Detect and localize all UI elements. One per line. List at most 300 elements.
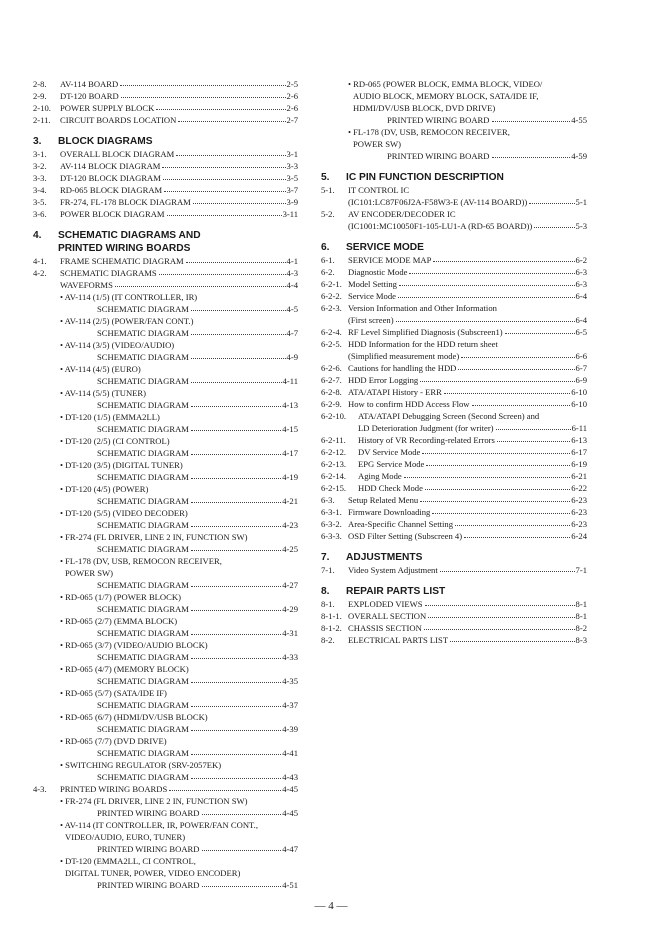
entry-number: 6-2. [321, 267, 335, 277]
page-ref: 6-11 [571, 423, 587, 433]
entry-number: 6-2-13. [321, 459, 347, 469]
entry-title: SCHEMATIC DIAGRAM [97, 472, 189, 482]
dot-leader [398, 290, 575, 298]
entry-number: 5-2. [321, 209, 335, 219]
dot-leader [193, 196, 286, 204]
dot-leader [472, 398, 571, 406]
page-ref: 4-41 [282, 748, 298, 758]
dot-leader [120, 78, 285, 86]
toc-entry [33, 303, 298, 315]
dot-leader [156, 102, 285, 110]
toc-entry [33, 807, 298, 819]
section-title: IC PIN FUNCTION DESCRIPTION [346, 172, 504, 183]
entry-title: (First screen) [348, 315, 394, 325]
entry-title: DIGITAL TUNER, POWER, VIDEO ENCODER) [65, 868, 241, 878]
toc-entry [321, 278, 587, 290]
page-ref: 3-9 [286, 197, 298, 207]
toc-entry [321, 622, 587, 634]
page-ref: 6-13 [571, 435, 587, 445]
section-title: SCHEMATIC DIAGRAMS AND [58, 230, 201, 241]
entry-title: (IC1001:MC10050F1-105-LU1-A (RD-65 BOARD)) [348, 221, 533, 231]
toc-entry [33, 172, 298, 184]
entry-title: PRINTED WIRING BOARD [97, 880, 200, 890]
section-spacer [321, 232, 587, 241]
toc-entry [321, 482, 587, 494]
entry-title: HDD Information for the HDD return sheet [348, 339, 498, 349]
dot-leader [191, 747, 281, 755]
entry-title: SCHEMATIC DIAGRAM [97, 628, 189, 638]
entry-number: 6-1. [321, 255, 335, 265]
toc-entry [33, 363, 298, 375]
toc-entry [321, 150, 587, 162]
toc-entry [321, 634, 587, 646]
entry-title: Area-Specific Channel Setting [348, 519, 454, 529]
page-ref: 4-13 [282, 400, 298, 410]
section-spacer [321, 162, 587, 171]
page-ref: 4-3 [286, 268, 298, 278]
toc-entry [33, 843, 298, 855]
entry-title: • AV-114 (5/5) (TUNER) [60, 388, 146, 398]
toc-entry [321, 208, 587, 220]
page-ref: 4-31 [282, 628, 298, 638]
section-heading [321, 241, 587, 254]
toc-entry [33, 519, 298, 531]
page-ref: 4-17 [282, 448, 298, 458]
dot-leader [178, 114, 285, 122]
toc-entry [33, 867, 298, 879]
entry-title: HDD Error Logging [348, 375, 419, 385]
page-ref: 4-11 [282, 376, 298, 386]
entry-title: WAVEFORMS [60, 280, 113, 290]
entry-title: • FR-274 (FL DRIVER, LINE 2 IN, FUNCTION SW) [60, 532, 248, 542]
toc-entry [321, 458, 587, 470]
entry-title: Version Information and Other Information [348, 303, 497, 313]
dot-leader [505, 326, 575, 334]
page-ref: 4-51 [282, 880, 298, 890]
toc-entry [33, 795, 298, 807]
page-ref: 8-1 [575, 611, 587, 621]
toc-entry [33, 459, 298, 471]
page-ref: 2-7 [286, 115, 298, 125]
toc-entry [321, 90, 587, 102]
section-heading [321, 585, 587, 598]
dot-leader [450, 634, 574, 642]
toc-entry [33, 591, 298, 603]
entry-title: SCHEMATIC DIAGRAM [97, 424, 189, 434]
entry-number: 3-1. [33, 149, 47, 159]
entry-title: • SWITCHING REGULATOR (SRV-2057EK) [60, 760, 222, 770]
toc-entry [321, 220, 587, 232]
page-ref: 4-7 [286, 328, 298, 338]
dot-leader [458, 362, 574, 370]
toc-entry [33, 639, 298, 651]
dot-leader [426, 458, 570, 466]
entry-title: Firmware Downloading [348, 507, 431, 517]
entry-title: OSD Filter Setting (Subscreen 4) [348, 531, 463, 541]
toc-entry [321, 290, 587, 302]
entry-title: SCHEMATIC DIAGRAM [97, 700, 189, 710]
dot-leader [202, 807, 282, 815]
toc-entry [321, 434, 587, 446]
toc-entry [321, 102, 587, 114]
page-ref: 5-1 [575, 197, 587, 207]
entry-title: Setup Related Menu [348, 495, 419, 505]
toc-entry [321, 126, 587, 138]
dot-leader [191, 327, 286, 335]
section-number [33, 242, 58, 255]
dot-leader [425, 598, 575, 606]
entry-title: EPG Service Mode [358, 459, 425, 469]
page-ref: 4-4 [286, 280, 298, 290]
entry-number: 3-6. [33, 209, 47, 219]
dot-leader [191, 627, 281, 635]
section-title: REPAIR PARTS LIST [346, 586, 446, 597]
entry-title: SCHEMATIC DIAGRAM [97, 652, 189, 662]
entry-number: 3-4. [33, 185, 47, 195]
page-ref: 4-45 [282, 784, 298, 794]
toc-entry [321, 610, 587, 622]
section-number: 8. [321, 586, 330, 597]
page-ref: 6-23 [571, 507, 587, 517]
dot-leader [191, 543, 281, 551]
entry-title: • RD-065 (6/7) (HDMI/DV/USB BLOCK) [60, 712, 208, 722]
toc-entry [33, 267, 298, 279]
toc-entry [33, 615, 298, 627]
entry-title: SCHEMATIC DIAGRAM [97, 676, 189, 686]
entry-title: • RD-065 (2/7) (EMMA BLOCK) [60, 616, 178, 626]
entry-title: (Simplified measurement mode) [348, 351, 460, 361]
entry-title: • AV-114 (4/5) (EURO) [60, 364, 141, 374]
toc-entry [321, 506, 587, 518]
entry-title: SCHEMATIC DIAGRAM [97, 376, 189, 386]
dot-leader [176, 148, 285, 156]
toc-entry [321, 350, 587, 362]
entry-title: IT CONTROL IC [348, 185, 410, 195]
page-ref: 3-5 [286, 173, 298, 183]
entry-title: • DT-120 (EMMA2LL, CI CONTROL, [60, 856, 196, 866]
toc-entry [33, 148, 298, 160]
toc-entry [321, 302, 587, 314]
page-ref: 6-23 [571, 519, 587, 529]
entry-title: Service Mode [348, 291, 396, 301]
entry-title: • DT-120 (5/5) (VIDEO DECODER) [60, 508, 188, 518]
dot-leader [191, 351, 286, 359]
toc-entry [33, 747, 298, 759]
toc-entry [33, 375, 298, 387]
dot-leader [163, 172, 286, 180]
dot-leader [202, 843, 282, 851]
section-heading [321, 171, 587, 184]
toc-entry [33, 208, 298, 220]
toc-entry [33, 423, 298, 435]
toc-entry [33, 651, 298, 663]
page-ref: 4-19 [282, 472, 298, 482]
entry-title: SCHEMATIC DIAGRAMS [60, 268, 157, 278]
entry-number: 6-2-7. [321, 375, 342, 385]
dot-leader [191, 375, 282, 383]
dot-leader [115, 279, 286, 287]
page-ref: 4-37 [282, 700, 298, 710]
dot-leader [534, 220, 574, 228]
toc-entry [33, 759, 298, 771]
page-ref: 6-17 [571, 447, 587, 457]
dot-leader [191, 423, 281, 431]
entry-number: 6-2-12. [321, 447, 347, 457]
page-ref: 6-10 [571, 387, 587, 397]
toc-entry [33, 831, 298, 843]
dot-leader [433, 254, 574, 262]
entry-title: SCHEMATIC DIAGRAM [97, 604, 189, 614]
dot-leader [191, 303, 286, 311]
page-ref: 2-5 [286, 79, 298, 89]
dot-leader [191, 579, 281, 587]
dot-leader [440, 564, 575, 572]
entry-title: • RD-065 (3/7) (VIDEO/AUDIO BLOCK) [60, 640, 208, 650]
page-ref: 4-35 [282, 676, 298, 686]
entry-number: 6-2-9. [321, 399, 342, 409]
toc-entry [33, 555, 298, 567]
section-heading [321, 551, 587, 564]
entry-title: • FL-178 (DV, USB, REMOCON RECEIVER, [348, 127, 510, 137]
dot-leader [191, 471, 281, 479]
entry-title: Diagnostic Mode [348, 267, 408, 277]
toc-entry [33, 723, 298, 735]
dot-leader [428, 610, 574, 618]
dot-leader [191, 723, 281, 731]
entry-number: 7-1. [321, 565, 335, 575]
entry-number: 3-3. [33, 173, 47, 183]
toc-entry [321, 266, 587, 278]
page-ref: 6-23 [571, 495, 587, 505]
toc-entry [321, 494, 587, 506]
toc-entry [33, 184, 298, 196]
entry-title: SCHEMATIC DIAGRAM [97, 496, 189, 506]
toc-entry [33, 291, 298, 303]
toc-entry [321, 564, 587, 576]
entry-number: 6-3. [321, 495, 335, 505]
page-number: — 4 — [314, 900, 348, 912]
toc-entry [321, 326, 587, 338]
entry-number: 8-1. [321, 599, 335, 609]
dot-leader [191, 651, 281, 659]
page-ref: 4-55 [571, 115, 587, 125]
entry-title: POWER BLOCK DIAGRAM [60, 209, 165, 219]
entry-number: 6-2-5. [321, 339, 342, 349]
toc-entry [321, 338, 587, 350]
entry-title: Aging Mode [358, 471, 402, 481]
entry-number: 2-11. [33, 115, 51, 125]
dot-leader [461, 350, 574, 358]
entry-number: 4-3. [33, 784, 47, 794]
section-heading [33, 135, 298, 148]
entry-title: PRINTED WIRING BOARD [97, 844, 200, 854]
toc-entry [33, 435, 298, 447]
page-ref: 5-3 [575, 221, 587, 231]
toc-entry [33, 579, 298, 591]
entry-title: ELECTRICAL PARTS LIST [348, 635, 449, 645]
dot-leader [464, 530, 570, 538]
entry-title: LD Deterioration Judgment (for writer) [358, 423, 494, 433]
toc-entry [33, 783, 298, 795]
dot-leader [164, 184, 285, 192]
dot-leader [424, 622, 575, 630]
toc-entry [321, 470, 587, 482]
dot-leader [191, 675, 281, 683]
toc-entry [33, 483, 298, 495]
entry-title: SCHEMATIC DIAGRAM [97, 448, 189, 458]
entry-title: • AV-114 (1/5) (IT CONTROLLER, IR) [60, 292, 198, 302]
page-ref: 8-2 [575, 623, 587, 633]
entry-title: • DT-120 (4/5) (POWER) [60, 484, 149, 494]
toc-entry [33, 771, 298, 783]
entry-number: 6-2-4. [321, 327, 342, 337]
entry-title: Model Setting [348, 279, 397, 289]
toc-entry [33, 78, 298, 90]
toc-column-left [33, 78, 298, 891]
dot-leader [169, 783, 281, 791]
entry-title: HDD Check Mode [358, 483, 423, 493]
entry-number: 6-2-11. [321, 435, 346, 445]
toc-entry [321, 422, 587, 434]
page-ref: 2-6 [286, 91, 298, 101]
entry-title: DT-120 BOARD [60, 91, 119, 101]
dot-leader [420, 494, 570, 502]
toc-entry [321, 78, 587, 90]
toc-entry [33, 387, 298, 399]
toc-entry [33, 471, 298, 483]
entry-title: SCHEMATIC DIAGRAM [97, 352, 189, 362]
toc-entry [33, 339, 298, 351]
entry-title: • FR-274 (FL DRIVER, LINE 2 IN, FUNCTION SW) [60, 796, 248, 806]
page-ref: 6-7 [575, 363, 587, 373]
toc-entry [321, 398, 587, 410]
entry-title: SCHEMATIC DIAGRAM [97, 580, 189, 590]
entry-title: • RD-065 (1/7) (POWER BLOCK) [60, 592, 181, 602]
page-ref: 3-3 [286, 161, 298, 171]
page-ref: 8-1 [575, 599, 587, 609]
page-ref: 6-19 [571, 459, 587, 469]
page-ref: 4-39 [282, 724, 298, 734]
toc-entry [33, 567, 298, 579]
entry-title: SCHEMATIC DIAGRAM [97, 772, 189, 782]
dot-leader [202, 879, 282, 887]
page-ref: 6-6 [575, 351, 587, 361]
section-spacer [33, 126, 298, 135]
page-ref: 6-4 [575, 291, 587, 301]
entry-number: 2-9. [33, 91, 47, 101]
section-heading [33, 242, 298, 255]
toc-entry [33, 399, 298, 411]
toc-entry [321, 530, 587, 542]
toc-entry [33, 102, 298, 114]
section-number: 4. [33, 230, 42, 241]
entry-title: SCHEMATIC DIAGRAM [97, 400, 189, 410]
dot-leader [191, 399, 281, 407]
toc-entry [33, 327, 298, 339]
page-ref: 4-9 [286, 352, 298, 362]
page-ref: 6-3 [575, 267, 587, 277]
toc-column-right [321, 78, 587, 646]
entry-title: CHASSIS SECTION [348, 623, 422, 633]
toc-entry [33, 255, 298, 267]
entry-title: SCHEMATIC DIAGRAM [97, 520, 189, 530]
dot-leader [191, 699, 281, 707]
toc-entry [321, 362, 587, 374]
toc-entry [33, 735, 298, 747]
toc-entry [33, 90, 298, 102]
dot-leader [186, 255, 286, 263]
entry-number: 8-1-1. [321, 611, 342, 621]
entry-title: • DT-120 (1/5) (EMMA2LL) [60, 412, 160, 422]
entry-title: POWER SW) [65, 568, 113, 578]
entry-number: 8-2. [321, 635, 335, 645]
page-ref: 4-23 [282, 520, 298, 530]
section-number: 6. [321, 242, 330, 253]
section-title: SERVICE MODE [346, 242, 424, 253]
entry-title: • RD-065 (5/7) (SATA/IDE IF) [60, 688, 167, 698]
dot-leader [425, 482, 570, 490]
entry-number: 2-10. [33, 103, 51, 113]
entry-title: POWER SUPPLY BLOCK [60, 103, 155, 113]
page-ref: 4-59 [571, 151, 587, 161]
dot-leader [396, 314, 575, 322]
entry-title: SCHEMATIC DIAGRAM [97, 328, 189, 338]
toc-entry [321, 410, 587, 422]
entry-title: • FL-178 (DV, USB, REMOCON RECEIVER, [60, 556, 222, 566]
entry-title: OVERALL BLOCK DIAGRAM [60, 149, 175, 159]
entry-number: 8-1-2. [321, 623, 342, 633]
dot-leader [529, 196, 574, 204]
entry-title: • AV-114 (IT CONTROLLER, IR, POWER/FAN CONT., [60, 820, 258, 830]
dot-leader [121, 90, 286, 98]
toc-entry [33, 507, 298, 519]
section-title: PRINTED WIRING BOARDS [58, 243, 191, 254]
dot-leader [191, 447, 281, 455]
page-ref: 3-7 [286, 185, 298, 195]
dot-leader [492, 150, 571, 158]
entry-title: (IC101:LC87F06J2A-F58W3-E (AV-114 BOARD)) [348, 197, 528, 207]
page-ref: 4-43 [282, 772, 298, 782]
entry-title: • RD-065 (7/7) (DVD DRIVE) [60, 736, 167, 746]
page-ref: 6-3 [575, 279, 587, 289]
page-ref: 2-6 [286, 103, 298, 113]
entry-number: 6-2-3. [321, 303, 342, 313]
entry-title: PRINTED WIRING BOARD [97, 808, 200, 818]
page-ref: 4-21 [282, 496, 298, 506]
toc-entry [321, 138, 587, 150]
toc-entry [33, 114, 298, 126]
toc-entry [33, 663, 298, 675]
entry-title: How to confirm HDD Access Flow [348, 399, 470, 409]
entry-number: 6-3-1. [321, 507, 342, 517]
dot-leader [159, 267, 286, 275]
dot-leader [167, 208, 282, 216]
entry-title: ATA/ATAPI History - ERR [348, 387, 442, 397]
toc-entry [321, 446, 587, 458]
section-title: BLOCK DIAGRAMS [58, 136, 153, 147]
dot-leader [191, 519, 281, 527]
toc-entry [33, 160, 298, 172]
dot-leader [191, 603, 281, 611]
entry-title: • AV-114 (2/5) (POWER/FAN CONT.) [60, 316, 194, 326]
section-number: 3. [33, 136, 42, 147]
entry-title: SCHEMATIC DIAGRAM [97, 724, 189, 734]
page-ref: 4-5 [286, 304, 298, 314]
section-spacer [321, 576, 587, 585]
entry-title: FRAME SCHEMATIC DIAGRAM [60, 256, 184, 266]
entry-title: AV-114 BOARD [60, 79, 119, 89]
dot-leader [432, 506, 570, 514]
